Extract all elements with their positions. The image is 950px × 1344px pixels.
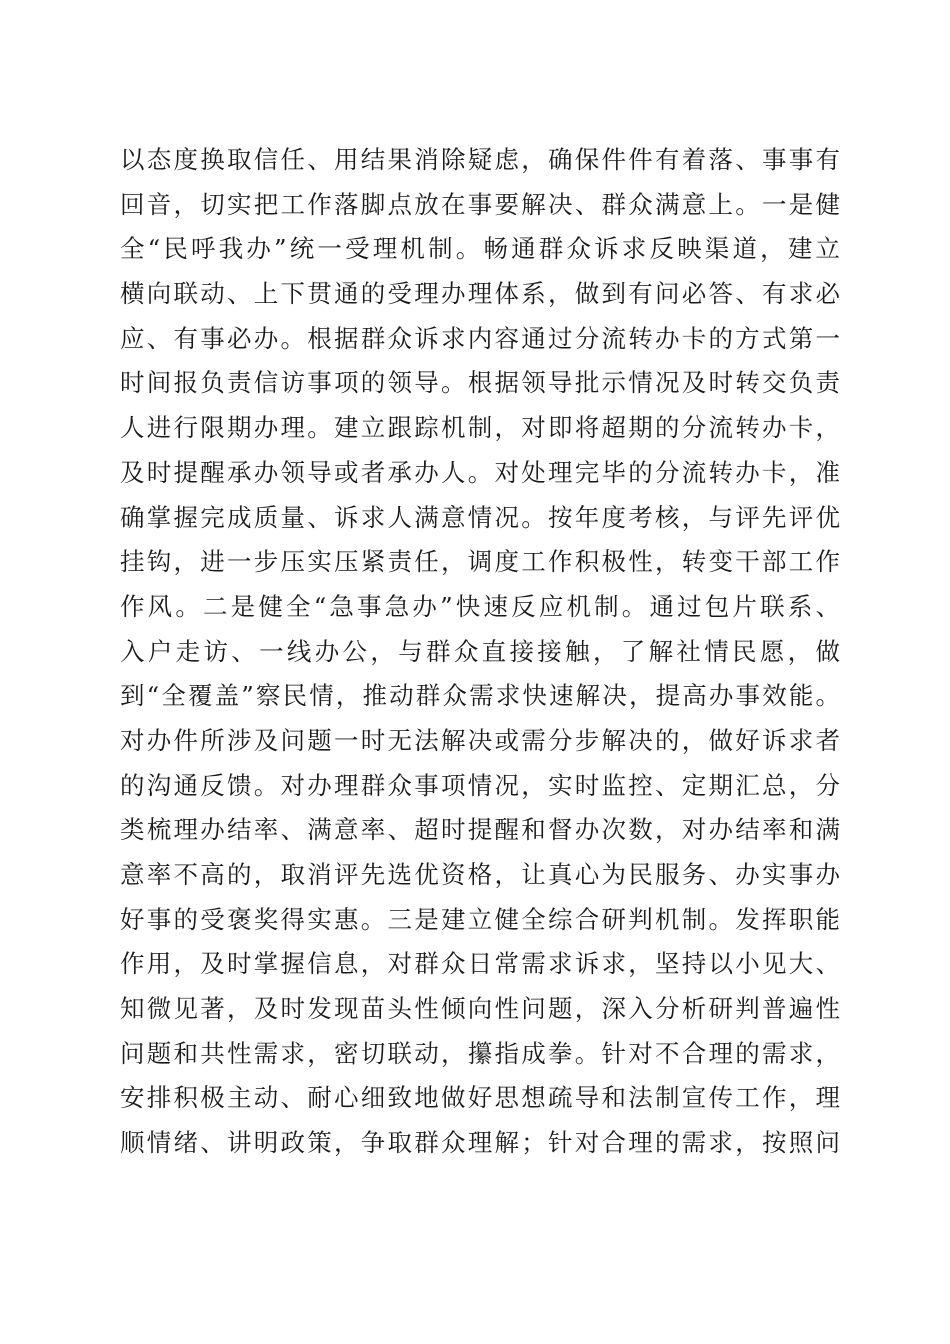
text-line: 应、有事必办。根据群众诉求内容通过分流转办卡的方式第一 [120,323,840,353]
text-line: 对办件所涉及问题一时无法解决或需分步解决的，做好诉求者 [120,725,840,755]
text-line: 作风。二是健全“急事急办”快速反应机制。通过包片联系、 [120,591,840,621]
text-line: 的沟通反馈。对办理群众事项情况，实时监控、定期汇总，分 [120,770,840,800]
text-line: 横向联动、上下贯通的受理办理体系，做到有问必答、有求必 [120,279,840,309]
text-line: 全“民呼我办”统一受理机制。畅通群众诉求反映渠道，建立 [120,234,840,264]
text-line: 意率不高的，取消评先选优资格，让真心为民服务、办实事办 [120,860,840,889]
body-text [120,138,840,1166]
text-line: 及时提醒承办领导或者承办人。对处理完毕的分流转办卡，准 [120,457,840,487]
text-line: 安排积极主动、耐心细致地做好思想疏导和法制宣传工作，理 [120,1083,840,1113]
text-line: 知微见著，及时发现苗头性倾向性问题，深入分析研判普遍性 [120,994,840,1024]
text-line: 类梳理办结率、满意率、超时提醒和督办次数，对办结率和满 [120,815,840,845]
text-line: 人进行限期办理。建立跟踪机制，对即将超期的分流转办卡， [120,413,840,443]
text-line: 确掌握完成质量、诉求人满意情况。按年度考核，与评先评优 [120,502,840,532]
text-line: 问题和共性需求，密切联动，攥指成拳。针对不合理的需求， [120,1038,840,1068]
text-line: 到“全覆盖”察民情，推动群众需求快速解决，提高办事效能。 [120,681,840,711]
text-line: 顺情绪、讲明政策，争取群众理解；针对合理的需求，按照问 [120,1128,840,1158]
text-line: 挂钩，进一步压实压紧责任，调度工作积极性，转变干部工作 [120,547,840,577]
text-line: 时间报负责信访事项的领导。根据领导批示情况及时转交负责 [120,368,840,398]
text-line: 回音，切实把工作落脚点放在事要解决、群众满意上。一是健 [120,189,840,219]
text-line: 入户走访、一线办公，与群众直接接触，了解社情民愿，做 [120,636,840,666]
text-line: 好事的受褒奖得实惠。三是建立健全综合研判机制。发挥职能 [120,904,840,934]
text-line: 作用，及时掌握信息，对群众日常需求诉求，坚持以小见大、 [120,949,840,979]
text-line: 以态度换取信任、用结果消除疑虑，确保件件有着落、事事有 [120,145,840,174]
